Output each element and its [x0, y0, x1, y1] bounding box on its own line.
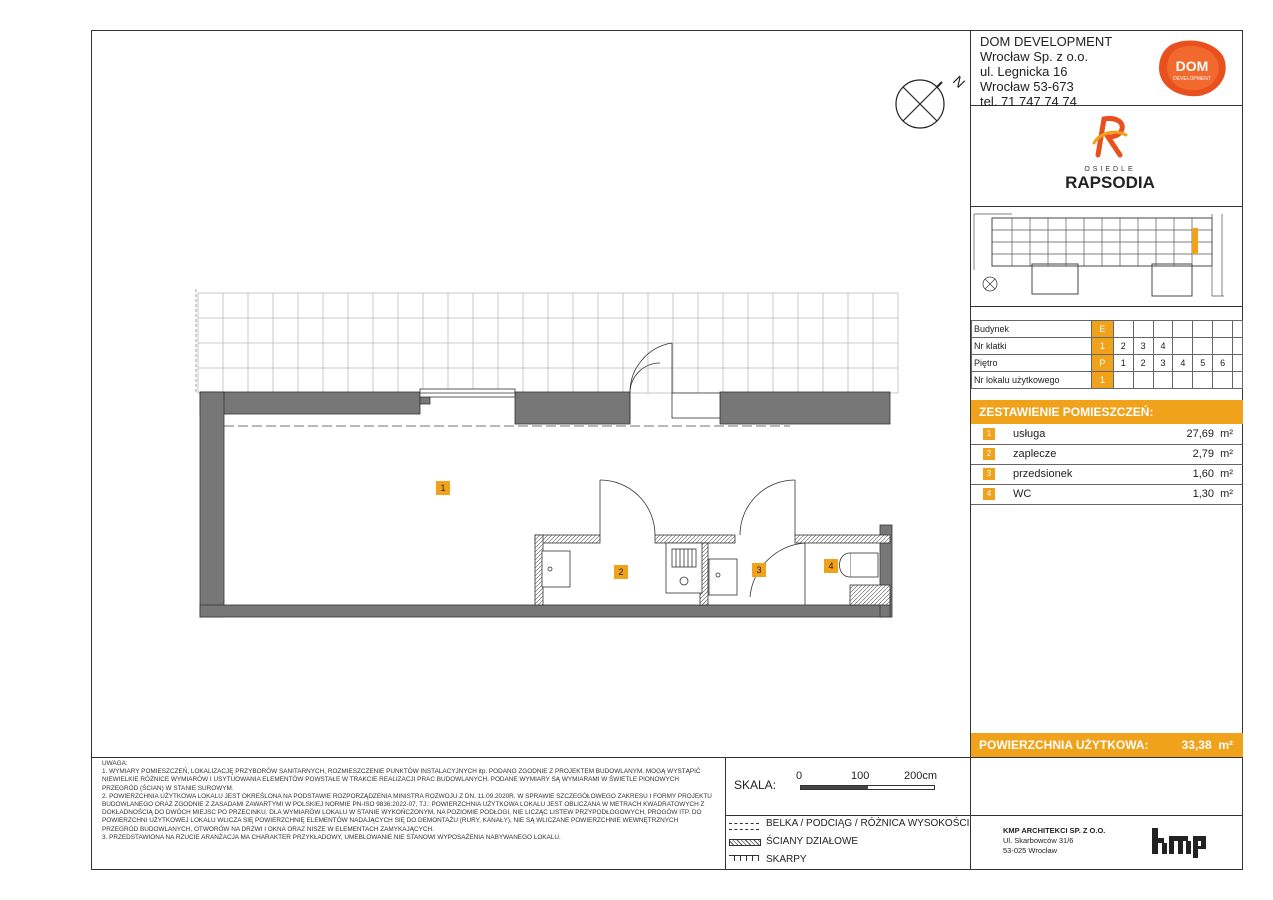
table-cell: P [1092, 355, 1114, 372]
divider [970, 815, 1243, 816]
room-area [1193, 448, 1233, 460]
table-cell [1193, 372, 1213, 389]
rapsodia-r-icon [1090, 115, 1130, 159]
rooms-title: ZESTAWIENIE POMIESZCZEŃ: [971, 400, 1243, 424]
room-area-value: 27,69 [1186, 428, 1215, 440]
note-2: 2. POWIERZCHNIA UŻYTKOWA LOKALU JEST OKREŚLONA NA PODSTAWIE ROZPORZĄDZENIA MINISTRA ROZWOJU Z DN. 11.09.2020R. W SPRAWIE SZCZEGÓŁOWEGO ZAKRESU I FORMY PROJEKTU BUDOWLANEGO ORAZ ZGODNIE Z ZASADAMI ZAWARTYMI W POLSKIEJ NORMIE PN-ISO 9836:2022-07, TJ.: POWIERZCHNIA UŻYTKOWA LOKALU JEST OBLICZANA W METRACH KWADRATOWYCH Z DOKŁADNOŚCIĄ DO DWÓCH MIEJSC PO PRZECINKU. DLA WYMIARÓW LOKALU W STANIE WYKOŃCZONYM, NA POZIOMIE PODŁOGI, NIE LICZĄC LISTEW PRZYPODŁOGOWYCH, PROGÓW ITP. DO POWIERZCHNI UŻYTKOWEJ LOKALU WLICZA SIĘ POWIERZCHNIĘ ELEMENTÓW NADAJĄCYCH SIĘ DO DEMONTAŻU (RURY, KANAŁY), NIE SĄ WLICZANE POWIERZCHNIE WEWNĘTRZNYCH PRZEGRÓD BUDOWLANYCH, OTWORÓW NA DRZWI I OKNA ORAZ NISZE W ELEMENTACH ZAMYKAJĄCYCH. [102, 792, 712, 833]
table-cell [1133, 372, 1153, 389]
scale-tick-200: 200cm [904, 770, 938, 782]
room-name: usługa [1013, 428, 1046, 440]
notes [102, 760, 712, 842]
room-area-value: 1,30 [1192, 488, 1215, 500]
table-cell [1213, 338, 1233, 355]
table-cell: 1 [1092, 372, 1114, 389]
table-cell [1233, 338, 1243, 355]
label-nr-klatki: Nr klatki [972, 338, 1092, 355]
legend-beam-symbol [729, 823, 759, 830]
room-area-unit: m² [1220, 488, 1233, 500]
table-cell: 4 [1173, 355, 1193, 372]
architect-street: Ul. Skarbowców 31/6 [1003, 836, 1074, 845]
table-cell: 6 [1213, 355, 1233, 372]
company-line2: Wrocław Sp. z o.o. [980, 49, 1089, 64]
table-cell [1233, 372, 1243, 389]
table-row [972, 338, 1243, 355]
table-cell [1213, 321, 1233, 338]
total-area-number: 33,38 [1181, 738, 1212, 752]
footer-divider [91, 757, 1243, 758]
scale-tick-0: 0 [796, 770, 803, 782]
architect-city: 53-025 Wrocław [1003, 846, 1058, 855]
room-area [1187, 428, 1233, 440]
entrance-door [630, 343, 720, 423]
room-row [971, 465, 1243, 485]
room-name: zaplecze [1013, 448, 1057, 460]
company-city: Wrocław 53-673 [980, 79, 1074, 94]
room-label-2: 2 [614, 565, 628, 579]
label-pietro: Piętro [972, 355, 1092, 372]
table-cell [1113, 321, 1133, 338]
room-area-value: 1,60 [1192, 468, 1215, 480]
room-area-unit: m² [1220, 448, 1233, 460]
architect-info [1003, 826, 1105, 856]
table-cell [1113, 372, 1133, 389]
room-row [971, 445, 1243, 465]
table-cell: 3 [1153, 355, 1173, 372]
room-number-badge: 4 [983, 488, 995, 500]
notes-title: UWAGA: [102, 760, 128, 767]
project-title: RAPSODIA [1065, 173, 1155, 192]
table-cell [1233, 321, 1243, 338]
kmp-logo [1150, 826, 1208, 858]
terrace-grid [198, 293, 898, 393]
room-area-value: 2,79 [1192, 448, 1215, 460]
table-cell [1233, 355, 1243, 372]
legend-slopes: SKARPY [766, 854, 807, 865]
table-cell: E [1092, 321, 1114, 338]
table-cell [1193, 338, 1213, 355]
legend-walls: ŚCIANY DZIAŁOWE [766, 836, 859, 847]
table-cell: 1 [1113, 355, 1133, 372]
table-cell: 3 [1133, 338, 1153, 355]
scale-tick-100: 100 [851, 770, 870, 782]
divider [725, 815, 970, 816]
room-number-badge: 1 [983, 428, 995, 440]
divider [970, 206, 1243, 207]
floor-plan [190, 285, 910, 625]
label-budynek: Budynek [972, 321, 1092, 338]
table-cell [1173, 338, 1193, 355]
room-label-4: 4 [824, 559, 838, 573]
logo-text-dom: DOM [1175, 58, 1209, 74]
table-row [972, 321, 1243, 338]
table-cell: 2 [1133, 355, 1153, 372]
label-nr-lokalu: Nr lokalu użytkowego [972, 372, 1092, 389]
total-area-value [1182, 733, 1233, 757]
room-row [971, 485, 1243, 505]
scale-label: SKALA: [734, 778, 777, 792]
total-area-label: POWIERZCHNIA UŻYTKOWA: [979, 738, 1149, 752]
legend-wall-symbol [729, 839, 761, 846]
north-arrow [890, 60, 970, 140]
rapsodia-logo [1060, 115, 1160, 200]
table-cell [1173, 372, 1193, 389]
project-subtitle: OSIEDLE [1084, 166, 1136, 173]
company-address: ul. Legnicka 16 [980, 64, 1068, 79]
table-cell [1213, 372, 1233, 389]
table-cell: 5 [1193, 355, 1213, 372]
total-area-unit: m² [1218, 738, 1233, 752]
room-label-1: 1 [436, 481, 450, 495]
divider [725, 757, 726, 870]
table-cell [1193, 321, 1213, 338]
key-plan [972, 210, 1240, 302]
north-label: N [949, 72, 969, 91]
window [420, 389, 515, 397]
table-cell: 1 [1092, 338, 1114, 355]
room-row [971, 425, 1243, 445]
room-name: WC [1013, 488, 1032, 500]
scale-bar [800, 785, 935, 790]
dom-development-logo [1155, 38, 1230, 98]
room-label-3: 3 [752, 563, 766, 577]
company-info [980, 34, 1112, 109]
table-row [972, 372, 1243, 389]
table-cell: 2 [1113, 338, 1133, 355]
room-area [1193, 488, 1233, 500]
total-area-bar [971, 733, 1243, 757]
table-cell [1153, 372, 1173, 389]
legend-slope-symbol [729, 855, 759, 864]
room-area [1193, 468, 1233, 480]
room-name: przedsionek [1013, 468, 1073, 480]
legend-beam: BELKA / PODCIĄG / RÓŻNICA WYSOKOŚCI [766, 818, 970, 829]
table-cell [1173, 321, 1193, 338]
room-number-badge: 3 [983, 468, 995, 480]
logo-text-development: DEVELOPMENT [1173, 76, 1211, 82]
architect-name: KMP ARCHITEKCI SP. Z O.O. [1003, 826, 1106, 835]
table-cell [1153, 321, 1173, 338]
note-3: 3. PRZEDSTAWIONA NA RZUCIE ARANŻACJA MA CHARAKTER PRZYKŁADOWY, UMEBLOWANIE NIE STANOWI WYPOSAŻENIA NABYWANEGO LOKALU. [102, 833, 561, 841]
room-number-badge: 2 [983, 448, 995, 460]
room-area-unit: m² [1220, 468, 1233, 480]
note-1: 1. WYMIARY POMIESZCZEŃ, LOKALIZACJĘ PRZYBORÓW SANITARNYCH, ROZMIESZCZENIE PUNKTÓW INSTALACYJNYCH itp. PODANO ZGODNIE Z PROJEKTEM BUDOWLANYM. MOGĄ WYSTĄPIĆ NIEWIELKIE RÓŻNICE WYMIARÓW I USYTUOWANIA ELEMENTÓW POWSTAŁE W TRAKCIE REALIZACJI PRAC BUDOWLANYCH. PODANE WYMIARY SĄ WYMIARAMI W ŚWIETLE PIONOWYCH PRZEGRÓD (ŚCIAN) W STANIE SUROWYM. [102, 768, 701, 792]
room-area-unit: m² [1220, 428, 1233, 440]
table-cell [1133, 321, 1153, 338]
table-cell: 4 [1153, 338, 1173, 355]
divider [970, 306, 1243, 307]
company-phone: tel. 71 747 74 74 [980, 94, 1077, 109]
unit-info-table [971, 320, 1243, 389]
table-row [972, 355, 1243, 372]
company-name: DOM DEVELOPMENT [980, 34, 1113, 49]
